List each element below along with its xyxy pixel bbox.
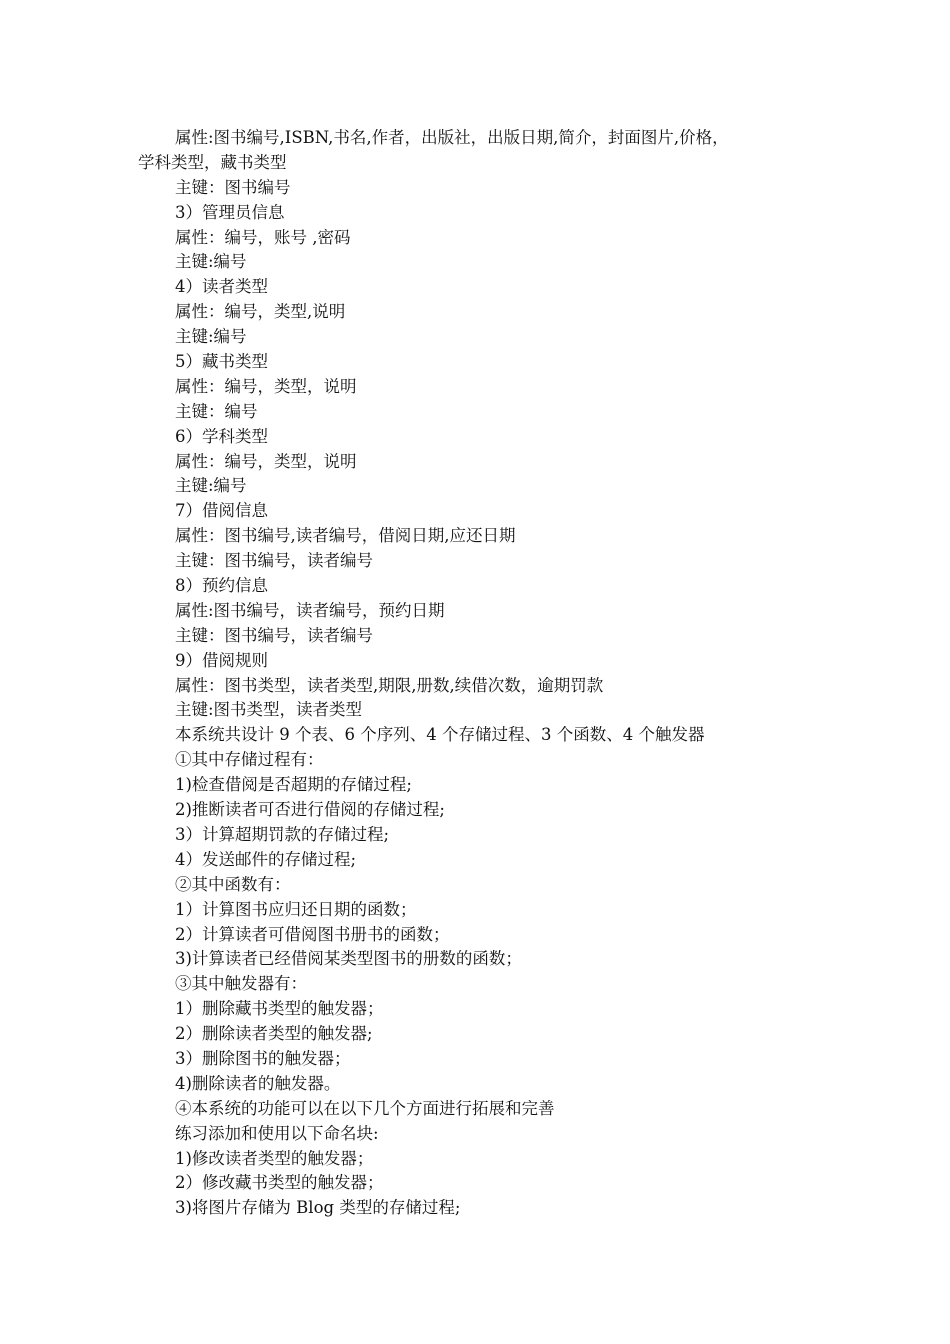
text-line: 4）发送邮件的存储过程; — [175, 849, 357, 869]
text-line: 2）计算读者可借阅图书册书的函数； — [175, 924, 450, 944]
text-line: 9）借阅规则 — [175, 650, 268, 670]
text-line: 5）藏书类型 — [175, 352, 268, 372]
text-line: 4）读者类型 — [175, 277, 268, 297]
text-line: 3)计算读者已经借阅某类型图书的册数的函数； — [175, 949, 522, 969]
text-line: 本系统共设计 9 个表、6 个序列、4 个存储过程、3 个函数、4 个触发器 — [175, 725, 705, 745]
text-line: 属性：编号，类型，说明 — [175, 376, 357, 396]
text-line: 主键：编号 — [175, 401, 258, 421]
text-line: ②其中函数有： — [175, 874, 291, 894]
text-line: 主键:编号 — [175, 476, 247, 496]
text-line: 1)修改读者类型的触发器； — [175, 1148, 374, 1168]
text-line: 4)删除读者的触发器。 — [175, 1073, 341, 1093]
text-line: 1）删除藏书类型的触发器； — [175, 999, 384, 1019]
text-line: 属性:图书编号,ISBN,书名,作者，出版社，出版日期,简介，封面图片,价格， — [175, 128, 729, 147]
text-line: 3）计算超期罚款的存储过程; — [175, 824, 390, 844]
text-line: 属性：图书编号,读者编号，借阅日期,应还日期 — [175, 526, 516, 546]
text-line: 主键:编号 — [175, 252, 247, 272]
text-line: ③其中触发器有： — [175, 974, 307, 994]
text-line: 3）删除图书的触发器； — [175, 1048, 351, 1068]
text-line: 属性：图书类型，读者类型,期限,册数,续借次数，逾期罚款 — [175, 675, 604, 695]
text-line: ①其中存储过程有： — [175, 750, 324, 770]
text-line: 2）修改藏书类型的触发器； — [175, 1173, 384, 1193]
text-line: 属性:图书编号，读者编号，预约日期 — [175, 600, 445, 620]
text-line: 8）预约信息 — [175, 576, 268, 596]
document-body — [138, 126, 838, 1221]
text-line: 属性：编号，类型，说明 — [175, 451, 357, 471]
text-line: 练习添加和使用以下命名块: — [175, 1123, 379, 1143]
text-line: 6）学科类型 — [175, 426, 268, 446]
text-line: 1）计算图书应归还日期的函数； — [175, 899, 417, 919]
text-line: 属性：编号，类型,说明 — [175, 302, 346, 322]
text-line: ④本系统的功能可以在以下几个方面进行拓展和完善 — [175, 1098, 555, 1118]
text-line: 主键：图书编号，读者编号 — [175, 625, 373, 645]
text-line: 3）管理员信息 — [175, 202, 285, 222]
text-line: 1)检查借阅是否超期的存储过程; — [175, 775, 412, 795]
text-line: 主键：图书编号 — [175, 177, 291, 197]
text-line: 2）删除读者类型的触发器; — [175, 1024, 373, 1044]
text-line: 主键:图书类型，读者类型 — [175, 700, 363, 720]
text-line: 7）借阅信息 — [175, 501, 268, 521]
text-line: 3)将图片存储为 Blog 类型的存储过程; — [175, 1198, 461, 1218]
text-line: 属性：编号，账号 ,密码 — [175, 227, 351, 247]
text-line: 主键：图书编号，读者编号 — [175, 551, 373, 571]
text-line: 2)推断读者可否进行借阅的存储过程; — [175, 800, 445, 820]
text-line: 主键:编号 — [175, 327, 247, 347]
text-line: 学科类型，藏书类型 — [138, 152, 287, 172]
